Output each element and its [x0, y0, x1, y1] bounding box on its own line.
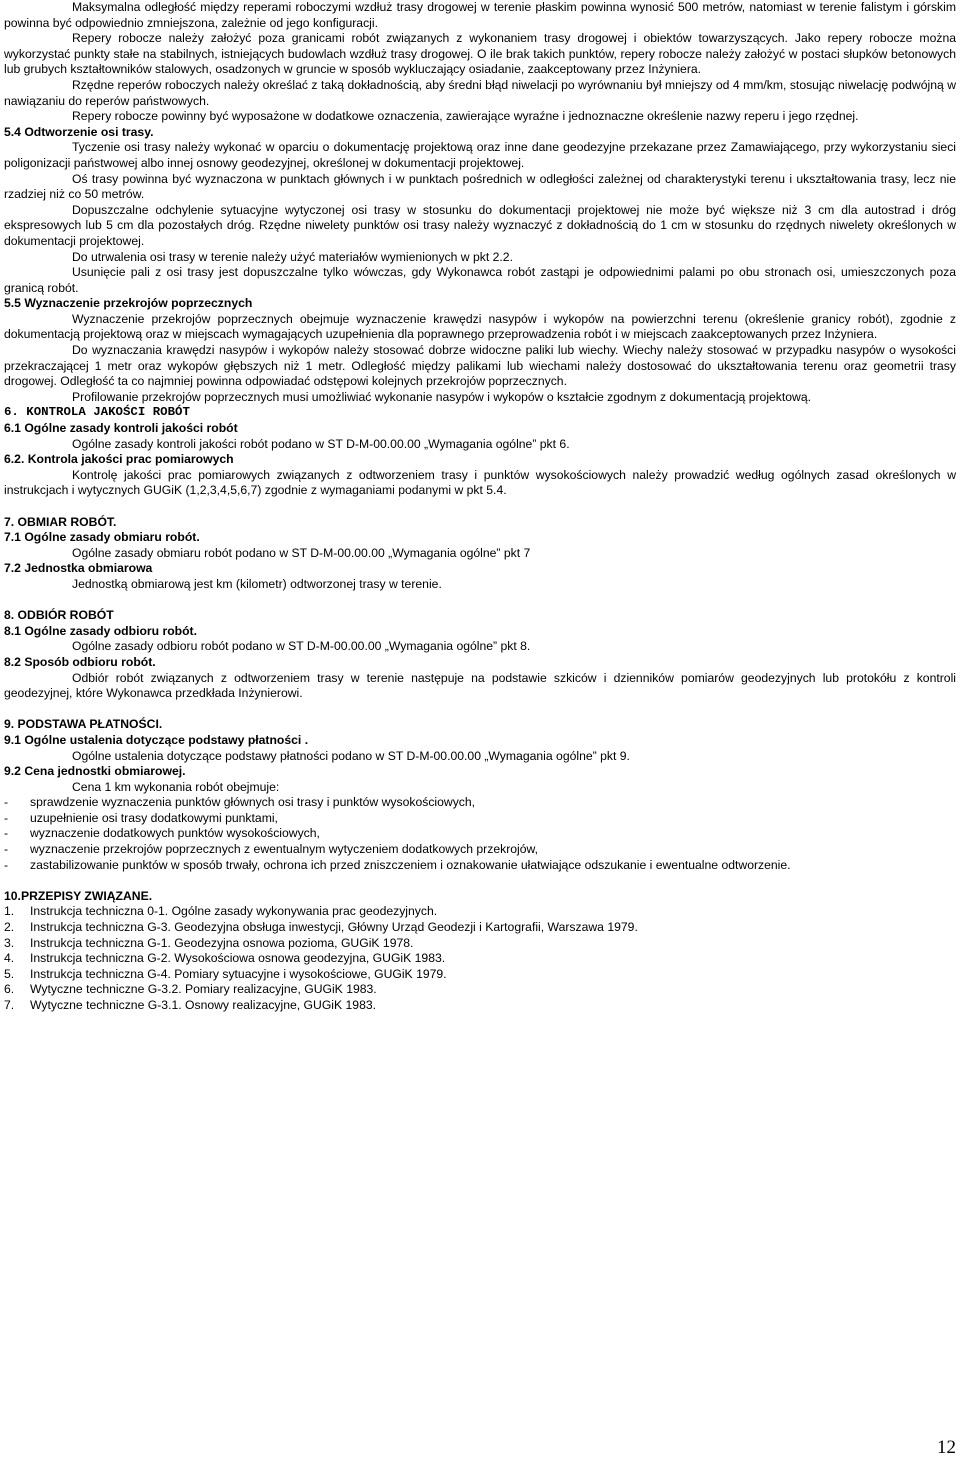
- section-heading: 8.1 Ogólne zasady odbioru robót.: [4, 623, 197, 638]
- paragraph: Wyznaczenie przekrojów poprzecznych obejmuje wyznaczenie krawędzi nasypów i wykopów na powierzchni terenu (określenie granicy robót), zgodnie z dokumentacją projektową oraz w miejscach wymagających uzupełnienia dla poprawnego przeprowadzenia robót i w miejscach zaakceptowanych przez Inżyniera.: [4, 311, 956, 342]
- paragraph: Cena 1 km wykonania robót obejmuje:: [72, 779, 280, 794]
- chapter-heading: 8. ODBIÓR ROBÓT: [4, 608, 114, 623]
- section-heading: 7.1 Ogólne zasady obmiaru robót.: [4, 530, 200, 545]
- section-heading: 6.1 Ogólne zasady kontroli jakości robót: [4, 421, 238, 436]
- reference-item: 7. Wytyczne techniczne G-3.1. Osnowy realizacyjne, GUGiK 1983.: [4, 998, 377, 1012]
- reference-item: 3. Instrukcja techniczna G-1. Geodezyjna osnowa pozioma, GUGiK 1978.: [4, 935, 414, 950]
- section-heading: 9.1 Ogólne ustalenia dotyczące podstawy płatności .: [4, 732, 309, 747]
- paragraph: Odbiór robót związanych z odtworzeniem trasy w terenie następuje na podstawie szkiców i dzienników pomiarów geodezyjnych lub protokółu z kontroli geodezyjnej, które Wykonawca przedkłada Inżynierowi.: [4, 670, 956, 701]
- paragraph: Repery robocze powinny być wyposażone w dodatkowe oznaczenia, zawierające wyraźne i jednoznaczne określenie nazwy reperu i jego rzędnej.: [72, 109, 859, 124]
- section-heading: 7.2 Jednostka obmiarowa: [4, 561, 153, 576]
- list-item: - wyznaczenie przekrojów poprzecznych z ewentualnym wytyczeniem dodatkowych przekrojów,: [4, 842, 539, 857]
- section-heading: 6.2. Kontrola jakości prac pomiarowych: [4, 452, 234, 467]
- page-number: 12: [937, 1437, 956, 1458]
- paragraph: Ogólne ustalenia dotyczące podstawy płatności podano w ST D-M-00.00.00 „Wymagania ogólne” pkt 9.: [72, 748, 630, 763]
- paragraph: Oś trasy powinna być wyznaczona w punktach głównych i w punktach pośrednich w odległości zależnej od charakterystyki terenu i ukształtowania trasy, lecz nie rzadziej niż co 50 metrów.: [4, 171, 956, 202]
- paragraph: Ogólne zasady kontroli jakości robót podano w ST D-M-00.00.00 „Wymagania ogólne” pkt 6.: [72, 436, 570, 451]
- paragraph: Rzędne reperów roboczych należy określać z taką dokładnością, aby średni błąd niwelacji po wyrównaniu był mniejszy od 4 mm/km, stosując niwelację podwójną w nawiązaniu do reperów państwowych.: [4, 77, 956, 108]
- reference-item: 2. Instrukcja techniczna G-3. Geodezyjna obsługa inwestycji, Główny Urząd Geodezji i Kartografii, Warszawa 1979.: [4, 920, 638, 935]
- reference-item: 5. Instrukcja techniczna G-4. Pomiary sytuacyjne i wysokościowe, GUGiK 1979.: [4, 966, 447, 981]
- paragraph: Ogólne zasady odbioru robót podano w ST D-M-00.00.00 „Wymagania ogólne” pkt 8.: [72, 639, 531, 654]
- list-item: - uzupełnienie osi trasy dodatkowymi punktami,: [4, 810, 278, 825]
- paragraph: Do wyznaczania krawędzi nasypów i wykopów należy stosować dobrze widoczne paliki lub wiechy. Wiechy należy stosować w przypadku nasypów o wysokości przekraczającej 1 metr oraz wykopów głębszych niż 1 metr. Odległość między palikami lub wiechami należy dostosować do ukształtowania terenu oraz geometrii trasy drogowej. Odległość ta co najmniej powinna odpowiadać odstępowi kolejnych przekrojów poprzecznych.: [4, 343, 956, 389]
- section-heading: 5.5 Wyznaczenie przekrojów poprzecznych: [4, 296, 253, 311]
- reference-item: 6. Wytyczne techniczne G-3.2. Pomiary realizacyjne, GUGiK 1983.: [4, 982, 377, 997]
- paragraph: Kontrolę jakości prac pomiarowych związanych z odtworzeniem trasy i punktów wysokościowych należy prowadzić według ogólnych zasad określonych w instrukcjach i wytycznych GUGiK (1,2,3,4,5,6,7) zgodnie z wymaganiami podanymi w pkt 5.4.: [4, 467, 956, 498]
- list-item: - wyznaczenie dodatkowych punktów wysokościowych,: [4, 826, 320, 841]
- paragraph: Usunięcie pali z osi trasy jest dopuszczalne tylko wówczas, gdy Wykonawca robót zastąpi je odpowiednimi palami po obu stronach osi, umieszczonych poza granicą robót.: [4, 265, 956, 295]
- paragraph: Profilowanie przekrojów poprzecznych musi umożliwiać wykonanie nasypów i wykopów o kształcie zgodnym z dokumentacją projektową.: [72, 389, 812, 404]
- paragraph: Dopuszczalne odchylenie sytuacyjne wytyczonej osi trasy w stosunku do dokumentacji projektowej nie może być większe niż 3 cm dla autostrad i dróg ekspresowych lub 5 cm dla pozostałych dróg. Rzędne niwelety punktów osi trasy należy wyznaczyć z dokładnością do 1 cm w stosunku do rzędnych niwelety określonych w dokumentacji projektowej.: [4, 202, 956, 248]
- paragraph: Maksymalna odległość między reperami roboczymi wzdłuż trasy drogowej w terenie płaskim powinna wynosić 500 metrów, natomiast w terenie falistym i górskim powinna być odpowiednio zmniejszona, zależnie od jego konfiguracji.: [4, 0, 956, 30]
- list-item: - zastabilizowanie punktów w sposób trwały, ochrona ich przed zniszczeniem i oznakowanie ułatwiające odszukanie i ewentualne odtworzenie.: [4, 857, 791, 872]
- paragraph: Tyczenie osi trasy należy wykonać w oparciu o dokumentację projektową oraz inne dane geodezyjne przekazane przez Zamawiającego, przy wykorzystaniu sieci poligonizacji państwowej albo innej osnowy geodezyjnej, określonej w dokumentacji projektowej.: [4, 140, 956, 170]
- chapter-heading: 7. OBMIAR ROBÓT.: [4, 514, 117, 529]
- section-heading: 9.2 Cena jednostki obmiarowej.: [4, 764, 186, 779]
- section-heading: 5.4 Odtworzenie osi trasy.: [4, 124, 154, 139]
- chapter-heading: 6. KONTROLA JAKOŚCI ROBÓT: [4, 405, 190, 420]
- reference-item: 4. Instrukcja techniczna G-2. Wysokościowa osnowa geodezyjna, GUGiK 1983.: [4, 951, 446, 966]
- paragraph: Ogólne zasady obmiaru robót podano w ST D-M-00.00.00 „Wymagania ogólne” pkt 7: [72, 545, 531, 560]
- chapter-heading: 9. PODSTAWA PŁATNOŚCI.: [4, 717, 163, 732]
- chapter-heading: 10.PRZEPISY ZWIĄZANE.: [4, 888, 153, 903]
- reference-item: 1. Instrukcja techniczna 0-1. Ogólne zasady wykonywania prac geodezyjnych.: [4, 904, 438, 919]
- section-heading: 8.2 Sposób odbioru robót.: [4, 654, 156, 669]
- paragraph: Jednostką obmiarową jest km (kilometr) odtworzonej trasy w terenie.: [72, 576, 442, 591]
- paragraph: Do utrwalenia osi trasy w terenie należy użyć materiałów wymienionych w pkt 2.2.: [72, 249, 513, 264]
- paragraph: Repery robocze należy założyć poza granicami robót związanych z wykonaniem trasy drogowej i obiektów towarzyszących. Jako repery robocze można wykorzystać punkty stałe na stabilnych, istniejących budowlach wzdłuż trasy drogowej. O ile brak takich punktów, repery robocze należy założyć w postaci słupków betonowych lub grubych kształtowników stalowych, osadzonych w gruncie w sposób wykluczający osiadanie, zaakceptowany przez Inżyniera.: [4, 31, 956, 77]
- list-item: - sprawdzenie wyznaczenia punktów głównych osi trasy i punktów wysokościowych,: [4, 795, 476, 810]
- document-page: [4, 0, 956, 1014]
